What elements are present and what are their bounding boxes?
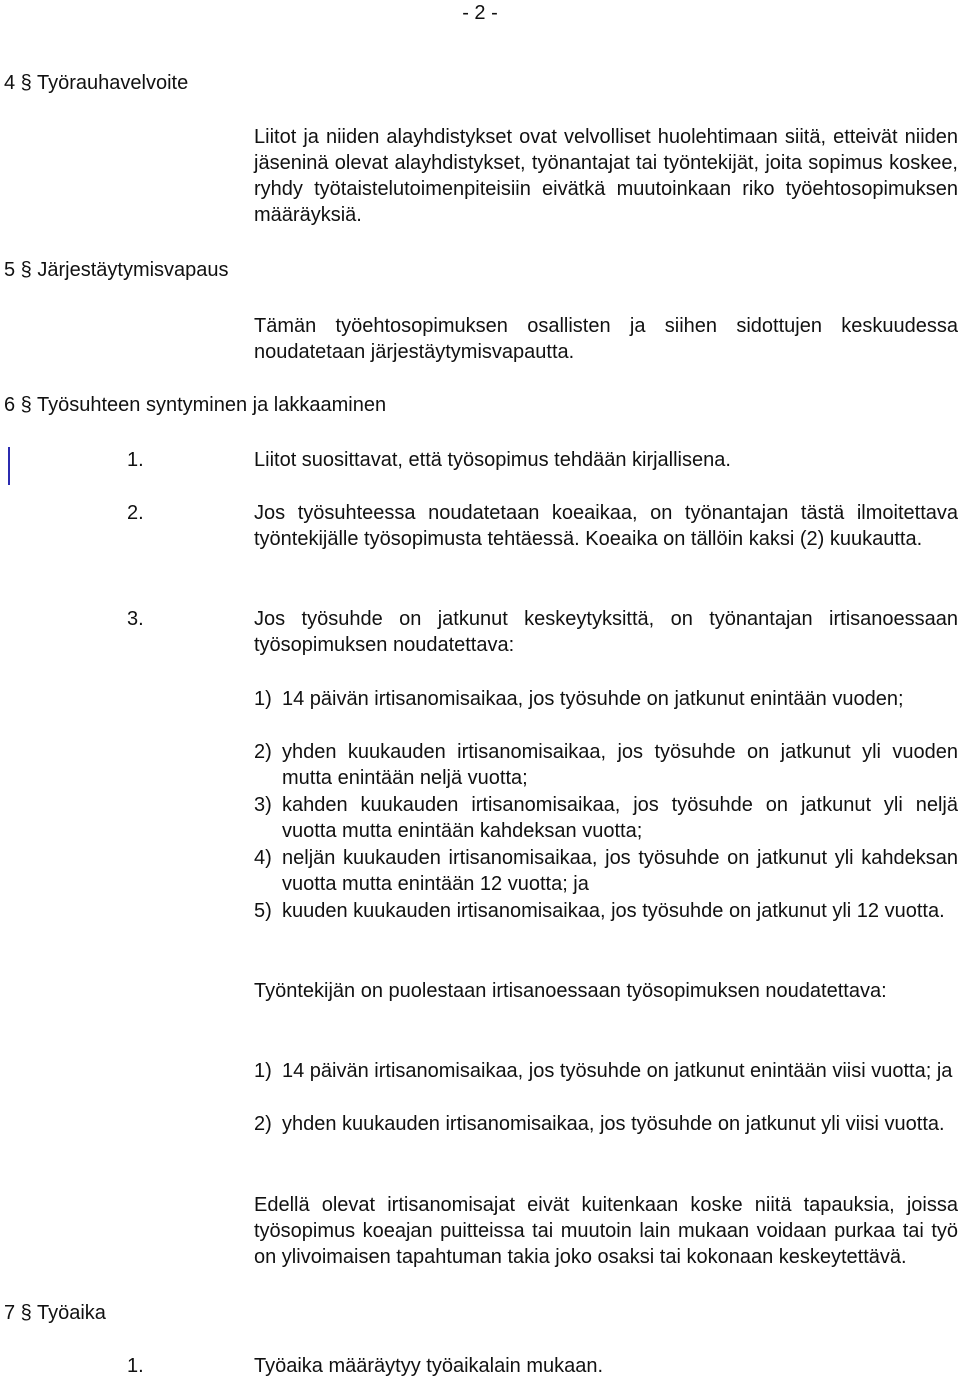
- section-6-p2-number: 2.: [127, 502, 144, 524]
- section-7-p1-text: Työaika määräytyy työaikalain mukaan.: [254, 1355, 604, 1377]
- section-7-heading: 7 § Työaika: [4, 1302, 106, 1324]
- section-4-text: Liitot ja niiden alayhdistykset ovat velvolliset huolehtimaan siitä, etteivät niiden jäseninä olevat alayhdistykset, työnantajat tai työntekijät, joita sopimus koskee, ryhdy työtaistelutoimenpiteisiin eivätkä muutoinkaan riko työehtosopimuksen määräyksiä.: [254, 126, 958, 226]
- list-item-text: 14 päivän irtisanomisaikaa, jos työsuhde on jatkunut enintään vuoden;: [282, 688, 904, 710]
- employer-list-item: [254, 686, 958, 712]
- list-item-label: 2): [254, 1113, 272, 1135]
- employer-list-item: [254, 898, 958, 924]
- list-item-label: 3): [254, 794, 272, 816]
- list-item-text: 14 päivän irtisanomisaikaa, jos työsuhde on jatkunut enintään viisi vuotta; ja: [282, 1060, 953, 1082]
- employer-list-item: [254, 792, 958, 844]
- section-6-p2-text: Jos työsuhteessa noudatetaan koeaikaa, on työnantajan tästä ilmoitettava työntekijälle työsopimusta tehtäessä. Koeaika on tällöin kaksi (2) kuukautta.: [254, 502, 958, 550]
- employee-list-item: [254, 1111, 958, 1137]
- section-6-p3-number: 3.: [127, 608, 144, 630]
- revision-bar: [8, 447, 10, 485]
- employer-list-item: [254, 845, 958, 897]
- list-item-label: 2): [254, 741, 272, 763]
- employee-list-item: [254, 1058, 958, 1084]
- section-4-heading: 4 § Työrauhavelvoite: [4, 72, 189, 94]
- section-6-p1-number: 1.: [127, 449, 144, 471]
- employer-list-item: [254, 739, 958, 791]
- list-item-text: neljän kuukauden irtisanomisaikaa, jos työsuhde on jatkunut yli kahdeksan vuotta mutta enintään 12 vuotta; ja: [282, 847, 958, 895]
- employee-intro-text: Työntekijän on puolestaan irtisanoessaan työsopimuksen noudatettava:: [254, 980, 887, 1002]
- list-item-label: 1): [254, 1060, 272, 1082]
- section-5-text: Tämän työehtosopimuksen osallisten ja siihen sidottujen keskuudessa noudatetaan järjestäytymisvapautta.: [254, 315, 958, 363]
- section-6-heading: 6 § Työsuhteen syntyminen ja lakkaaminen: [4, 394, 387, 416]
- list-item-label: 5): [254, 900, 272, 922]
- section-7-p1-number: 1.: [127, 1355, 144, 1377]
- list-item-text: kuuden kuukauden irtisanomisaikaa, jos työsuhde on jatkunut yli 12 vuotta.: [282, 900, 945, 922]
- section-6-p3-text: Jos työsuhde on jatkunut keskeytyksittä, on työnantajan irtisanoessaan työsopimuksen noudatettava:: [254, 608, 958, 656]
- section-6-p1-text: Liitot suosittavat, että työsopimus tehdään kirjallisena.: [254, 449, 731, 471]
- list-item-text: yhden kuukauden irtisanomisaikaa, jos työsuhde on jatkunut yli vuoden mutta enintään neljä vuotta;: [282, 741, 958, 789]
- section-5-heading: 5 § Järjestäytymisvapaus: [4, 259, 229, 281]
- section-6-closing-text: Edellä olevat irtisanomisajat eivät kuitenkaan koske niitä tapauksia, joissa työsopimus koeajan puitteissa tai muutoin lain mukaan voidaan purkaa tai työ on ylivoimaisen tapahtuman takia joko osaksi tai kokonaan keskeytettävä.: [254, 1194, 958, 1268]
- list-item-text: yhden kuukauden irtisanomisaikaa, jos työsuhde on jatkunut yli viisi vuotta.: [282, 1113, 945, 1135]
- list-item-label: 1): [254, 688, 272, 710]
- list-item-label: 4): [254, 847, 272, 869]
- list-item-text: kahden kuukauden irtisanomisaikaa, jos työsuhde on jatkunut yli neljä vuotta mutta enintään kahdeksan vuotta;: [282, 794, 958, 842]
- page-number: - 2 -: [462, 2, 498, 24]
